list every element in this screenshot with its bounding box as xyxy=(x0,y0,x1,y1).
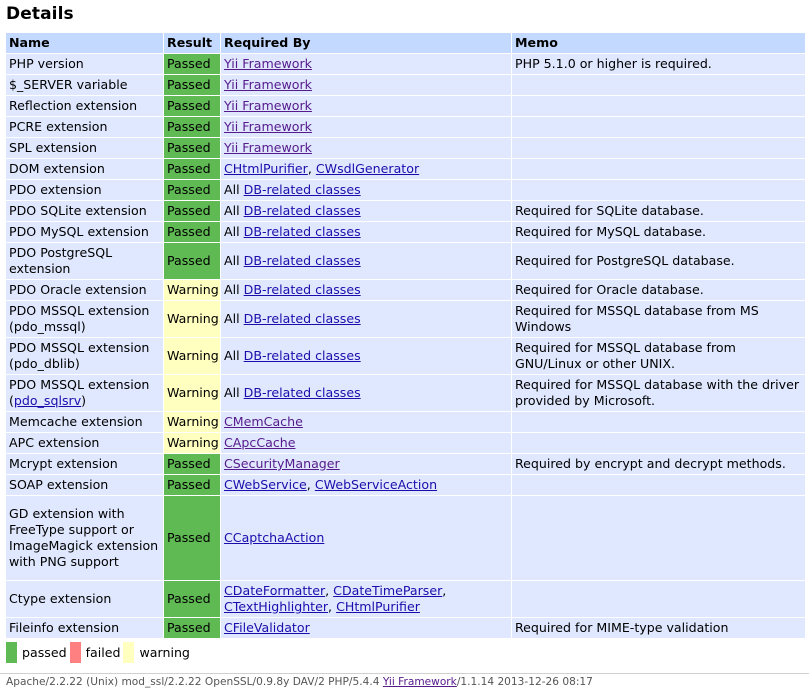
table-row xyxy=(6,475,806,496)
required-by-link[interactable]: CHtmlPurifier xyxy=(336,599,420,614)
legend-failed-label: failed xyxy=(85,644,121,660)
cell-name: PHP version xyxy=(6,54,164,75)
driver-link[interactable]: pdo_sqlsrv xyxy=(13,393,82,408)
cell-required-by xyxy=(221,180,512,201)
cell-name: PDO MySQL extension xyxy=(6,222,164,243)
cell-name: APC extension xyxy=(6,433,164,454)
cell-result-passed: Passed xyxy=(164,159,221,180)
table-row xyxy=(6,138,806,159)
cell-result-warning: Warning xyxy=(164,433,221,454)
required-by-link[interactable]: Yii Framework xyxy=(224,119,312,134)
cell-result-warning: Warning xyxy=(164,412,221,433)
legend xyxy=(6,640,193,664)
cell-required-by xyxy=(221,454,512,475)
cell-name: DOM extension xyxy=(6,159,164,180)
cell-result-passed: Passed xyxy=(164,180,221,201)
server-signature-version: /1.1.14 2013-12-26 08:17 xyxy=(456,676,593,688)
cell-result-passed: Passed xyxy=(164,201,221,222)
table-row xyxy=(6,412,806,433)
cell-result-passed: Passed xyxy=(164,117,221,138)
server-signature-text: Apache/2.2.22 (Unix) mod_ssl/2.2.22 OpenSSL/0.9.8y DAV/2 PHP/5.4.4 xyxy=(6,676,383,688)
table-row xyxy=(6,201,806,222)
required-by-prefix: All xyxy=(224,182,240,197)
cell-result-passed: Passed xyxy=(164,243,221,280)
cell-required-by xyxy=(221,243,512,280)
table-row xyxy=(6,454,806,475)
cell-name: $_SERVER variable xyxy=(6,75,164,96)
cell-memo: Required for MSSQL database from GNU/Linux or other UNIX. xyxy=(512,338,806,375)
cell-required-by xyxy=(221,201,512,222)
cell-memo xyxy=(512,96,806,117)
cell-memo: Required for SQLite database. xyxy=(512,201,806,222)
server-signature xyxy=(6,676,593,688)
cell-result-warning: Warning xyxy=(164,338,221,375)
cell-name: Fileinfo extension xyxy=(6,618,164,639)
table-header-row xyxy=(6,33,806,54)
cell-name: GD extension with FreeType support or ImageMagick extension with PNG support xyxy=(6,496,164,581)
table-row xyxy=(6,375,806,412)
table-row xyxy=(6,159,806,180)
cell-memo xyxy=(512,180,806,201)
table-row xyxy=(6,581,806,618)
legend-failed-swatch xyxy=(70,642,81,663)
cell-memo: Required for PostgreSQL database. xyxy=(512,243,806,280)
required-by-link[interactable]: DB-related classes xyxy=(243,203,361,218)
cell-required-by xyxy=(221,375,512,412)
required-by-link[interactable]: CWebService xyxy=(224,477,307,492)
cell-result-passed: Passed xyxy=(164,475,221,496)
cell-memo xyxy=(512,117,806,138)
cell-result-passed: Passed xyxy=(164,96,221,117)
table-row xyxy=(6,280,806,301)
cell-required-by xyxy=(221,96,512,117)
cell-memo: Required for Oracle database. xyxy=(512,280,806,301)
required-by-link[interactable]: DB-related classes xyxy=(243,224,361,239)
required-by-link[interactable]: Yii Framework xyxy=(224,77,312,92)
cell-result-warning: Warning xyxy=(164,280,221,301)
required-by-link[interactable]: CTextHighlighter xyxy=(224,599,329,614)
cell-memo xyxy=(512,412,806,433)
details-table xyxy=(5,32,806,639)
cell-required-by xyxy=(221,117,512,138)
cell-name: PCRE extension xyxy=(6,117,164,138)
cell-memo xyxy=(512,475,806,496)
required-by-prefix: All xyxy=(224,224,240,239)
required-by-link[interactable]: CMemCache xyxy=(224,414,303,429)
table-row xyxy=(6,496,806,581)
cell-memo xyxy=(512,138,806,159)
cell-memo: Required for MSSQL database from MS Windows xyxy=(512,301,806,338)
cell-name: PDO extension xyxy=(6,180,164,201)
cell-memo xyxy=(512,581,806,618)
cell-memo: PHP 5.1.0 or higher is required. xyxy=(512,54,806,75)
column-header-required-by: Required By xyxy=(221,33,512,54)
cell-name: PDO PostgreSQL extension xyxy=(6,243,164,280)
cell-name: Mcrypt extension xyxy=(6,454,164,475)
cell-name: PDO MSSQL extension (pdo_dblib) xyxy=(6,338,164,375)
cell-memo xyxy=(512,433,806,454)
required-by-link[interactable]: Yii Framework xyxy=(224,98,312,113)
legend-passed xyxy=(6,642,67,663)
required-by-link[interactable]: DB-related classes xyxy=(243,348,361,363)
table-row xyxy=(6,338,806,375)
table-row xyxy=(6,301,806,338)
cell-memo xyxy=(512,496,806,581)
cell-result-passed: Passed xyxy=(164,454,221,475)
cell-required-by xyxy=(221,338,512,375)
cell-memo: Required by encrypt and decrypt methods. xyxy=(512,454,806,475)
required-by-link[interactable]: DB-related classes xyxy=(243,253,361,268)
cell-memo xyxy=(512,75,806,96)
legend-passed-label: passed xyxy=(22,644,67,660)
table-row xyxy=(6,96,806,117)
cell-result-passed: Passed xyxy=(164,618,221,639)
cell-name: SOAP extension xyxy=(6,475,164,496)
cell-required-by xyxy=(221,54,512,75)
required-by-prefix: All xyxy=(224,385,240,400)
cell-memo xyxy=(512,159,806,180)
table-row xyxy=(6,54,806,75)
cell-name: PDO Oracle extension xyxy=(6,280,164,301)
cell-result-passed: Passed xyxy=(164,581,221,618)
cell-name: Ctype extension xyxy=(6,581,164,618)
footer-yii-link[interactable]: Yii Framework xyxy=(382,676,457,688)
column-header-name: Name xyxy=(6,33,164,54)
cell-memo: Required for MIME-type validation xyxy=(512,618,806,639)
required-by-prefix: All xyxy=(224,203,240,218)
required-by-link[interactable]: CApcCache xyxy=(224,435,296,450)
table-row xyxy=(6,117,806,138)
column-header-memo: Memo xyxy=(512,33,806,54)
cell-name-text: PDO MSSQL extension ( xyxy=(9,377,150,408)
required-by-link[interactable]: DB-related classes xyxy=(243,311,361,326)
cell-memo: Required for MSSQL database with the driver provided by Microsoft. xyxy=(512,375,806,412)
cell-name: SPL extension xyxy=(6,138,164,159)
cell-name: Reflection extension xyxy=(6,96,164,117)
cell-required-by: CHtmlPurifier, CWsdlGenerator xyxy=(221,159,512,180)
table-row xyxy=(6,222,806,243)
footer-divider xyxy=(0,673,809,674)
cell-result-warning: Warning xyxy=(164,375,221,412)
legend-warning-swatch xyxy=(123,642,134,663)
required-by-link[interactable]: CCaptchaAction xyxy=(224,530,325,545)
table-row xyxy=(6,180,806,201)
cell-name-suffix: ) xyxy=(81,393,87,408)
legend-passed-swatch xyxy=(6,642,17,663)
cell-result-passed: Passed xyxy=(164,75,221,96)
table-row xyxy=(6,433,806,454)
required-by-prefix: All xyxy=(224,311,240,326)
required-by-link[interactable]: CWebServiceAction xyxy=(314,477,438,492)
required-by-link[interactable]: CDateTimeParser xyxy=(333,583,443,598)
cell-name: PDO SQLite extension xyxy=(6,201,164,222)
cell-result-passed: Passed xyxy=(164,496,221,581)
cell-name: PDO MSSQL extension (pdo_mssql) xyxy=(6,301,164,338)
cell-required-by: CWebService, CWebServiceAction xyxy=(221,475,512,496)
cell-required-by xyxy=(221,301,512,338)
cell-required-by xyxy=(221,433,512,454)
cell-required-by xyxy=(221,496,512,581)
legend-failed xyxy=(70,642,121,663)
cell-name xyxy=(6,375,164,412)
required-by-link[interactable]: CWsdlGenerator xyxy=(315,161,420,176)
cell-result-passed: Passed xyxy=(164,54,221,75)
table-row xyxy=(6,618,806,639)
required-by-link[interactable]: CFileValidator xyxy=(224,620,310,635)
required-by-link[interactable]: Yii Framework xyxy=(224,140,312,155)
cell-required-by xyxy=(221,138,512,159)
required-by-link[interactable]: DB-related classes xyxy=(243,385,361,400)
required-by-link[interactable]: CHtmlPurifier xyxy=(224,161,308,176)
cell-required-by xyxy=(221,75,512,96)
required-by-link[interactable]: DB-related classes xyxy=(243,282,361,297)
cell-required-by xyxy=(221,222,512,243)
required-by-link[interactable]: DB-related classes xyxy=(243,182,361,197)
cell-required-by xyxy=(221,412,512,433)
cell-result-passed: Passed xyxy=(164,222,221,243)
table-row xyxy=(6,243,806,280)
cell-result-warning: Warning xyxy=(164,301,221,338)
required-by-link[interactable]: CSecurityManager xyxy=(224,456,340,471)
table-row xyxy=(6,75,806,96)
legend-warning-label: warning xyxy=(139,644,190,660)
required-by-prefix: All xyxy=(224,348,240,363)
cell-memo: Required for MySQL database. xyxy=(512,222,806,243)
cell-name: Memcache extension xyxy=(6,412,164,433)
cell-result-passed: Passed xyxy=(164,138,221,159)
cell-required-by xyxy=(221,280,512,301)
required-by-link[interactable]: Yii Framework xyxy=(224,56,312,71)
cell-required-by xyxy=(221,618,512,639)
column-header-result: Result xyxy=(164,33,221,54)
cell-required-by: CDateFormatter, CDateTimeParser, CTextHighlighter, CHtmlPurifier xyxy=(221,581,512,618)
required-by-prefix: All xyxy=(224,253,240,268)
page-title: Details xyxy=(6,4,74,24)
required-by-prefix: All xyxy=(224,282,240,297)
required-by-link[interactable]: CDateFormatter xyxy=(224,583,326,598)
legend-warning xyxy=(123,642,189,663)
